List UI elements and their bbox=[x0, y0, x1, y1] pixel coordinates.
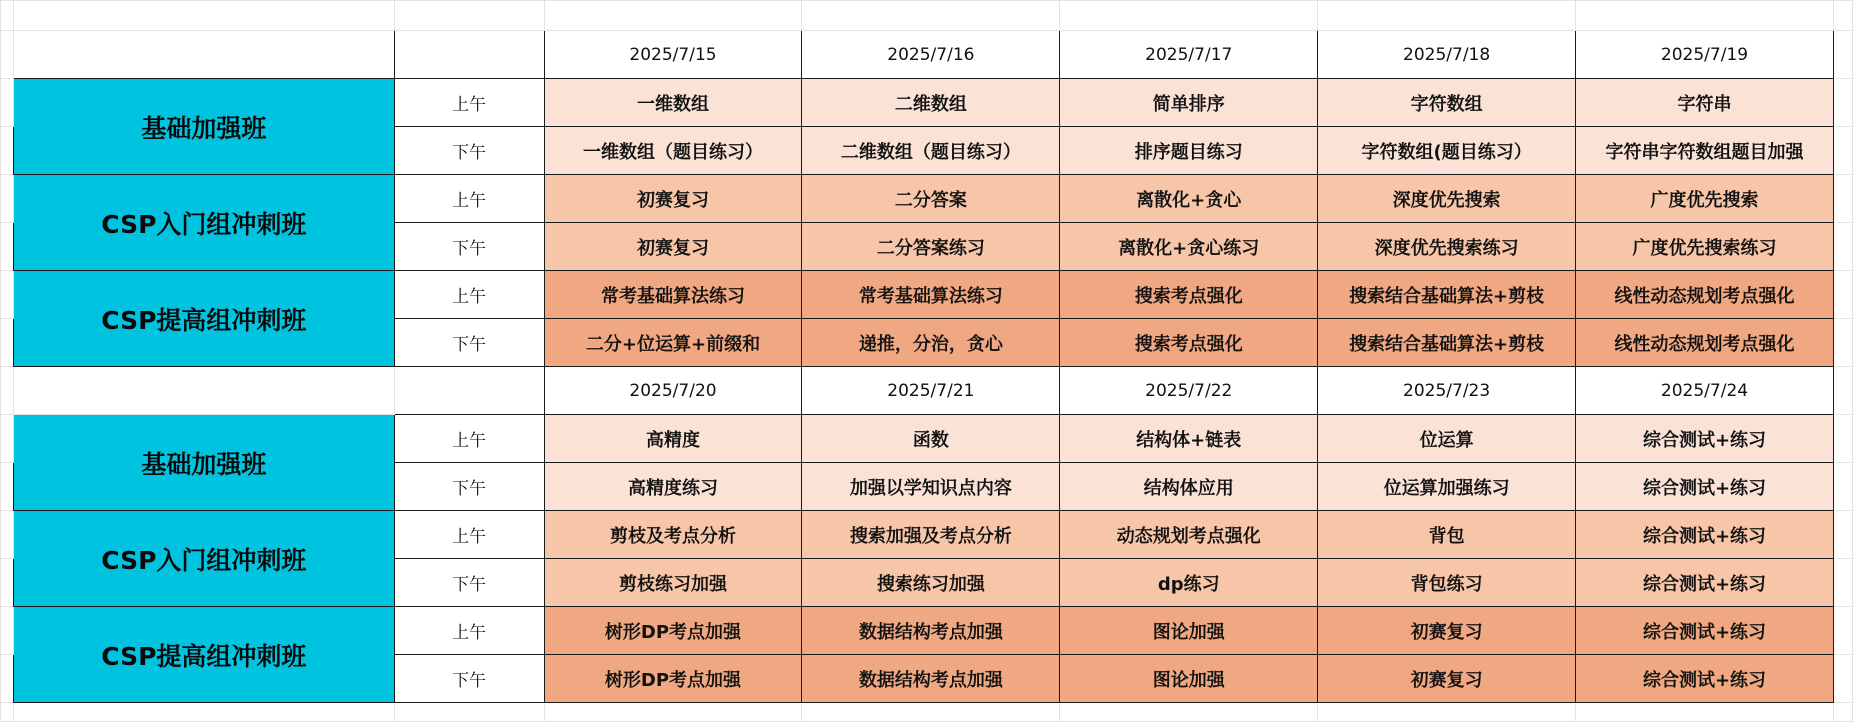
course-cell[interactable]: 二维数组 bbox=[802, 79, 1060, 127]
table-row bbox=[1, 415, 1853, 463]
course-cell[interactable]: 背包 bbox=[1318, 511, 1576, 559]
course-cell[interactable]: 排序题目练习 bbox=[1060, 127, 1318, 175]
week1-half-header-cell[interactable] bbox=[394, 31, 544, 79]
course-cell[interactable]: 深度优先搜索 bbox=[1318, 175, 1576, 223]
half-day-cell[interactable]: 下午 bbox=[394, 463, 544, 511]
course-cell[interactable]: 综合测试+练习 bbox=[1576, 511, 1834, 559]
course-cell[interactable]: 离散化+贪心 bbox=[1060, 175, 1318, 223]
course-cell[interactable]: 综合测试+练习 bbox=[1576, 415, 1834, 463]
course-cell[interactable]: 树形DP考点加强 bbox=[544, 607, 802, 655]
course-cell[interactable]: 综合测试+练习 bbox=[1576, 607, 1834, 655]
course-cell[interactable]: 一维数组 bbox=[544, 79, 802, 127]
date-cell[interactable]: 2025/7/23 bbox=[1318, 367, 1576, 415]
class-name-cell[interactable]: 基础加强班 bbox=[13, 415, 394, 511]
course-cell[interactable]: 一维数组（题目练习） bbox=[544, 127, 802, 175]
date-cell[interactable]: 2025/7/18 bbox=[1318, 31, 1576, 79]
course-cell[interactable]: 剪枝练习加强 bbox=[544, 559, 802, 607]
course-cell[interactable]: 剪枝及考点分析 bbox=[544, 511, 802, 559]
course-cell[interactable]: 二分答案 bbox=[802, 175, 1060, 223]
table-row bbox=[1, 271, 1853, 319]
course-cell[interactable]: 二分+位运算+前缀和 bbox=[544, 319, 802, 367]
course-cell[interactable]: 图论加强 bbox=[1060, 607, 1318, 655]
week2-half-header-cell[interactable] bbox=[394, 367, 544, 415]
course-cell[interactable]: 综合测试+练习 bbox=[1576, 655, 1834, 703]
date-cell[interactable]: 2025/7/17 bbox=[1060, 31, 1318, 79]
course-cell[interactable]: 综合测试+练习 bbox=[1576, 463, 1834, 511]
table-row bbox=[1, 607, 1853, 655]
course-cell[interactable]: 二分答案练习 bbox=[802, 223, 1060, 271]
class-name-cell[interactable]: CSP入门组冲刺班 bbox=[13, 175, 394, 271]
course-cell[interactable]: 字符数组 bbox=[1318, 79, 1576, 127]
course-cell[interactable]: dp练习 bbox=[1060, 559, 1318, 607]
course-cell[interactable]: 常考基础算法练习 bbox=[544, 271, 802, 319]
date-cell[interactable]: 2025/7/15 bbox=[544, 31, 802, 79]
course-cell[interactable]: 图论加强 bbox=[1060, 655, 1318, 703]
course-cell[interactable]: 搜索加强及考点分析 bbox=[802, 511, 1060, 559]
course-cell[interactable]: 数据结构考点加强 bbox=[802, 607, 1060, 655]
course-cell[interactable]: 动态规划考点强化 bbox=[1060, 511, 1318, 559]
table-row bbox=[1, 511, 1853, 559]
course-cell[interactable]: 二维数组（题目练习） bbox=[802, 127, 1060, 175]
half-day-cell[interactable]: 下午 bbox=[394, 223, 544, 271]
course-cell[interactable]: 字符串字符数组题目加强 bbox=[1576, 127, 1834, 175]
table-row bbox=[1, 79, 1853, 127]
course-cell[interactable]: 高精度 bbox=[544, 415, 802, 463]
week1-corner-cell[interactable] bbox=[13, 31, 394, 79]
course-cell[interactable]: 常考基础算法练习 bbox=[802, 271, 1060, 319]
course-cell[interactable]: 线性动态规划考点强化 bbox=[1576, 319, 1834, 367]
course-cell[interactable]: 字符数组(题目练习） bbox=[1318, 127, 1576, 175]
course-cell[interactable]: 搜索考点强化 bbox=[1060, 271, 1318, 319]
date-cell[interactable]: 2025/7/22 bbox=[1060, 367, 1318, 415]
course-cell[interactable]: 函数 bbox=[802, 415, 1060, 463]
week2-header-row bbox=[1, 367, 1853, 415]
date-cell[interactable]: 2025/7/16 bbox=[802, 31, 1060, 79]
class-name-cell[interactable]: 基础加强班 bbox=[13, 79, 394, 175]
half-day-cell[interactable]: 下午 bbox=[394, 559, 544, 607]
course-cell[interactable]: 综合测试+练习 bbox=[1576, 559, 1834, 607]
course-cell[interactable]: 结构体+链表 bbox=[1060, 415, 1318, 463]
course-cell[interactable]: 初赛复习 bbox=[544, 223, 802, 271]
course-cell[interactable]: 广度优先搜索 bbox=[1576, 175, 1834, 223]
course-cell[interactable]: 位运算加强练习 bbox=[1318, 463, 1576, 511]
course-cell[interactable]: 结构体应用 bbox=[1060, 463, 1318, 511]
week1-header-row bbox=[1, 31, 1853, 79]
course-cell[interactable]: 深度优先搜索练习 bbox=[1318, 223, 1576, 271]
course-cell[interactable]: 位运算 bbox=[1318, 415, 1576, 463]
half-day-cell[interactable]: 下午 bbox=[394, 655, 544, 703]
course-cell[interactable]: 树形DP考点加强 bbox=[544, 655, 802, 703]
bottom-strip-row bbox=[1, 703, 1853, 722]
course-cell[interactable]: 初赛复习 bbox=[1318, 655, 1576, 703]
course-cell[interactable]: 初赛复习 bbox=[544, 175, 802, 223]
half-day-cell[interactable]: 上午 bbox=[394, 175, 544, 223]
half-day-cell[interactable]: 下午 bbox=[394, 127, 544, 175]
table-row bbox=[1, 175, 1853, 223]
course-cell[interactable]: 搜索考点强化 bbox=[1060, 319, 1318, 367]
course-cell[interactable]: 递推，分治，贪心 bbox=[802, 319, 1060, 367]
date-cell[interactable]: 2025/7/21 bbox=[802, 367, 1060, 415]
course-cell[interactable]: 高精度练习 bbox=[544, 463, 802, 511]
half-day-cell[interactable]: 上午 bbox=[394, 79, 544, 127]
class-name-cell[interactable]: CSP提高组冲刺班 bbox=[13, 607, 394, 703]
course-cell[interactable]: 广度优先搜索练习 bbox=[1576, 223, 1834, 271]
course-cell[interactable]: 线性动态规划考点强化 bbox=[1576, 271, 1834, 319]
half-day-cell[interactable]: 上午 bbox=[394, 607, 544, 655]
course-cell[interactable]: 加强以学知识点内容 bbox=[802, 463, 1060, 511]
course-cell[interactable]: 字符串 bbox=[1576, 79, 1834, 127]
half-day-cell[interactable]: 上午 bbox=[394, 511, 544, 559]
course-cell[interactable]: 搜索练习加强 bbox=[802, 559, 1060, 607]
half-day-cell[interactable]: 上午 bbox=[394, 271, 544, 319]
course-cell[interactable]: 背包练习 bbox=[1318, 559, 1576, 607]
half-day-cell[interactable]: 下午 bbox=[394, 319, 544, 367]
course-cell[interactable]: 简单排序 bbox=[1060, 79, 1318, 127]
class-name-cell[interactable]: CSP入门组冲刺班 bbox=[13, 511, 394, 607]
course-cell[interactable]: 搜索结合基础算法+剪枝 bbox=[1318, 319, 1576, 367]
course-cell[interactable]: 离散化+贪心练习 bbox=[1060, 223, 1318, 271]
course-cell[interactable]: 初赛复习 bbox=[1318, 607, 1576, 655]
class-name-cell[interactable]: CSP提高组冲刺班 bbox=[13, 271, 394, 367]
date-cell[interactable]: 2025/7/20 bbox=[544, 367, 802, 415]
empty-cell[interactable] bbox=[13, 367, 394, 415]
half-day-cell[interactable]: 上午 bbox=[394, 415, 544, 463]
top-strip-row bbox=[1, 1, 1853, 31]
date-cell[interactable]: 2025/7/19 bbox=[1576, 31, 1834, 79]
course-cell[interactable]: 搜索结合基础算法+剪枝 bbox=[1318, 271, 1576, 319]
date-cell[interactable]: 2025/7/24 bbox=[1576, 367, 1834, 415]
course-cell[interactable]: 数据结构考点加强 bbox=[802, 655, 1060, 703]
